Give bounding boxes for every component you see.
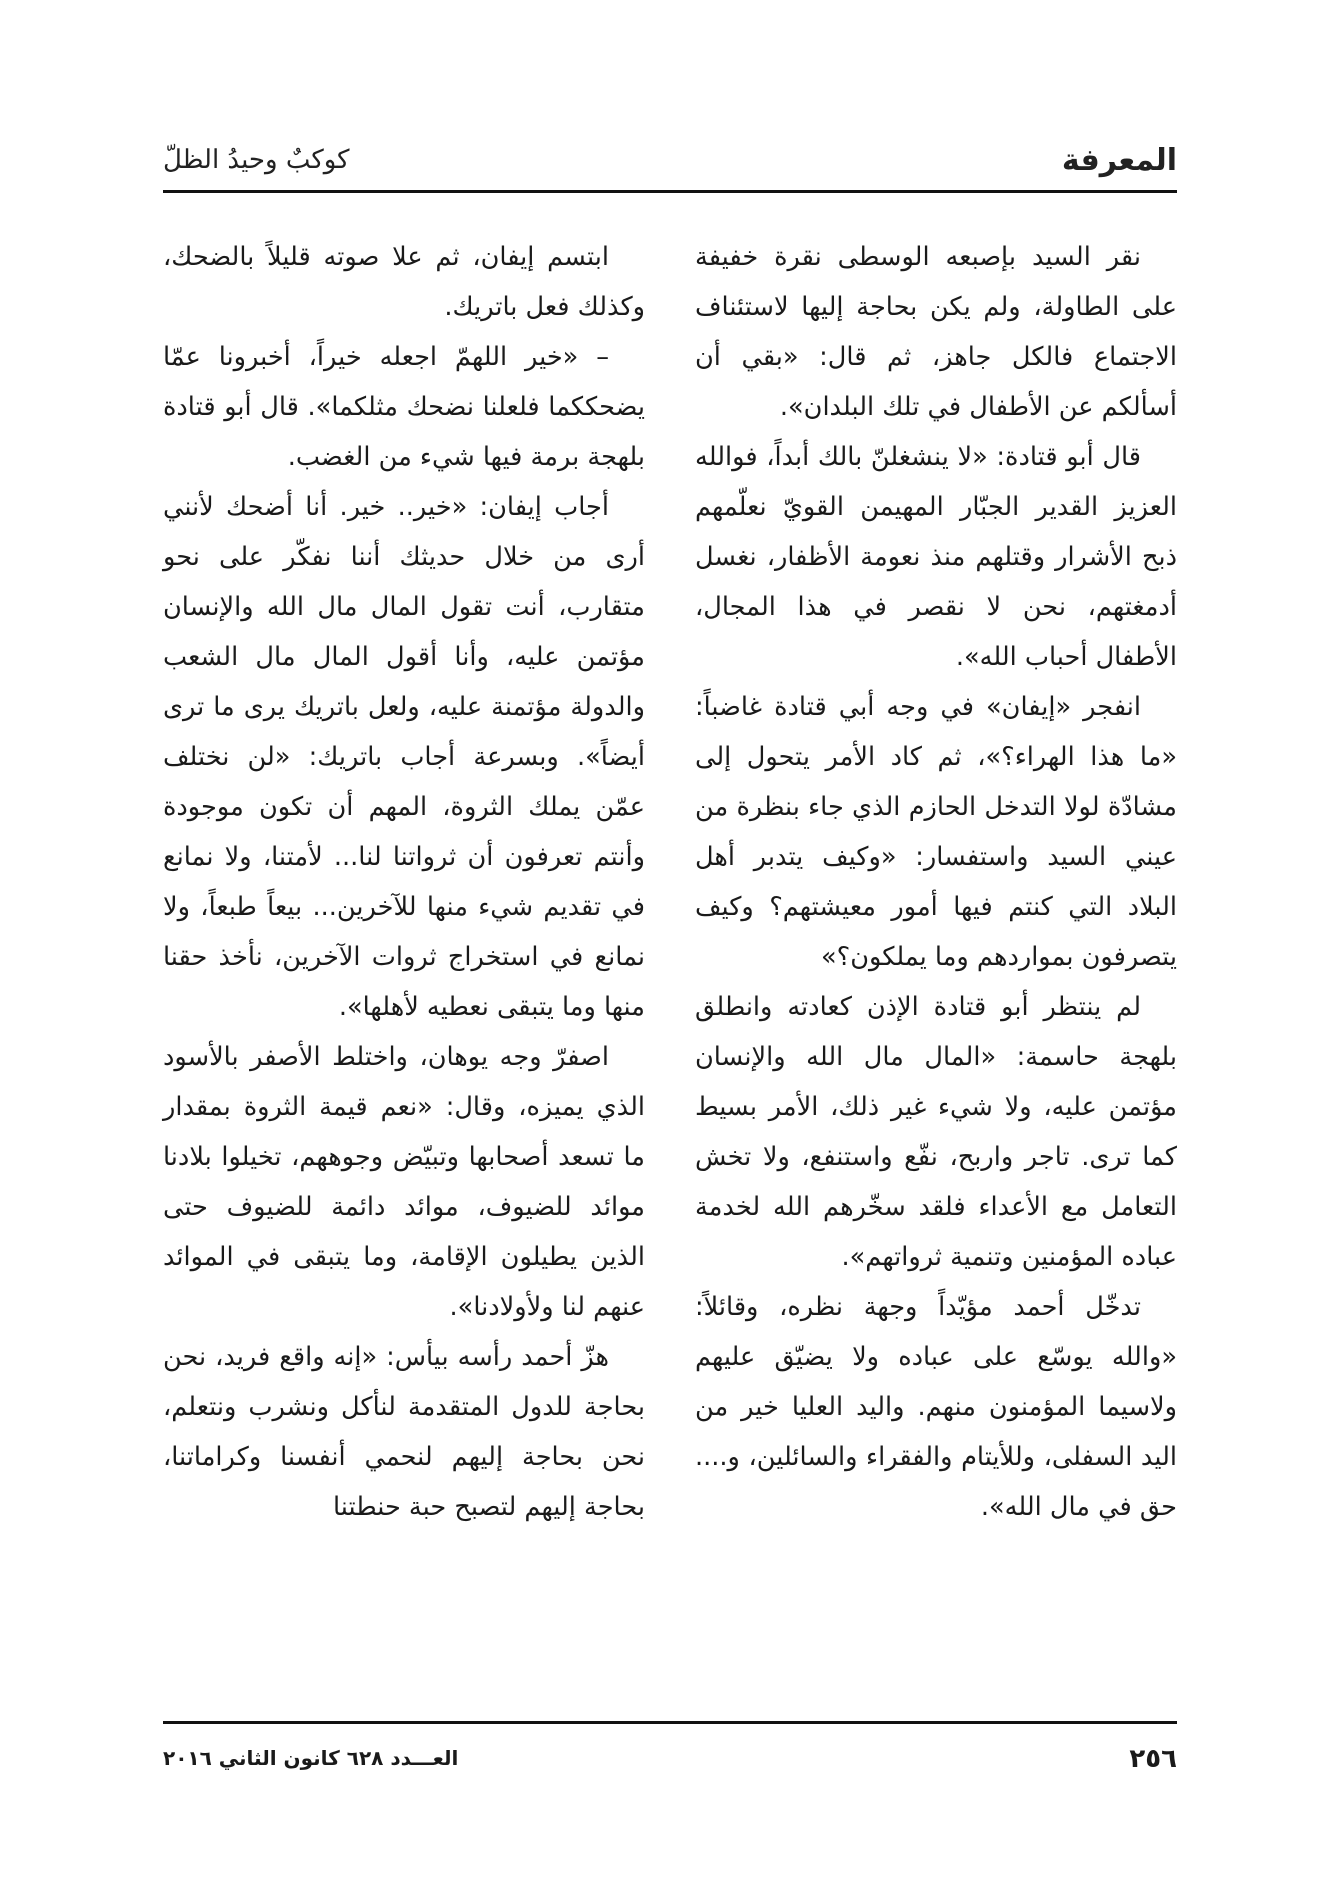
paragraph: – «خير اللهمّ اجعله خيراً، أخبرونا عمّا يضحككما فلعلنا نضحك مثلكما». قال أبو قتادة بلهجة برمة فيها شيء من الغضب. <box>163 342 645 472</box>
paragraph: لم ينتظر أبو قتادة الإذن كعادته وانطلق بلهجة حاسمة: «المال مال الله والإنسان مؤتمن عليه، ولا شيء غير ذلك، الأمر بسيط كما ترى. تاجر واربح، نفّع واستنفع، ولا تخش التعامل مع الأعداء فلقد سخّرهم الله لخدمة عباده المؤمنين وتنمية ثرواتهم». <box>695 992 1177 1272</box>
text-column-right <box>695 232 1177 1532</box>
page-number: ٢٥٦ <box>1129 1744 1177 1774</box>
paragraph: اصفرّ وجه يوهان، واختلط الأصفر بالأسود الذي يميزه، وقال: «نعم قيمة الثروة بمقدار ما تسعد أصحابها وتبيّض وجوههم، تخيلوا بلادنا موائد للضيوف، موائد دائمة للضيوف حتى الذين يطيلون الإقامة، وما يتبقى في الموائد عنهم لنا ولأولادنا». <box>163 1042 645 1322</box>
paragraph: ابتسم إيفان، ثم علا صوته قليلاً بالضحك، وكذلك فعل باتريك. <box>163 242 645 322</box>
paragraph: انفجر «إيفان» في وجه أبي قتادة غاضباً: «ما هذا الهراء؟»، ثم كاد الأمر يتحول إلى مشادّة لولا التدخل الحازم الذي جاء بنظرة من عيني السيد واستفسار: «وكيف يتدبر أهل البلاد التي كنتم فيها أمور معيشتهم؟ وكيف يتصرفون بمواردهم وما يملكون؟» <box>695 692 1177 972</box>
header-rule <box>163 190 1177 193</box>
paragraph: أجاب إيفان: «خير.. خير. أنا أضحك لأنني أرى من خلال حديثك أننا نفكّر على نحو متقارب، أنت تقول المال مال الله والإنسان مؤتمن عليه، وأنا أقول المال مال الشعب والدولة مؤتمنة عليه، ولعل باتريك يرى ما ترى أيضاً». وبسرعة أجاب باتريك: «لن نختلف عمّن يملك الثروة، المهم أن تكون موجودة وأنتم تعرفون أن ثرواتنا لنا... لأمتنا، ولا نمانع في تقديم شيء منها للآخرين... بيعاً طبعاً، ولا نمانع في استخراج ثروات الآخرين، نأخذ حقنا منها وما يتبقى نعطيه لأهلها». <box>163 492 645 1022</box>
article-running-title: كوكبٌ وحيدُ الظلّ <box>163 145 350 175</box>
issue-info: العـــدد ٦٢٨ كانون الثاني ٢٠١٦ <box>163 1746 459 1770</box>
paragraph: تدخّل أحمد مؤيّداً وجهة نظره، وقائلاً: «والله يوسّع على عباده ولا يضيّق عليهم ولاسيما المؤمنون منهم. واليد العليا خير من اليد السفلى، وللأيتام والفقراء والسائلين، و.... حق في مال الله». <box>695 1292 1177 1522</box>
page-header <box>163 135 1177 185</box>
paragraph: نقر السيد بإصبعه الوسطى نقرة خفيفة على الطاولة، ولم يكن بحاجة إليها لاستئناف الاجتماع فالكل جاهز، ثم قال: «بقي أن أسألكم عن الأطفال في تلك البلدان». <box>695 242 1177 422</box>
paragraph: قال أبو قتادة: «لا ينشغلنّ بالك أبداً، فوالله العزيز القدير الجبّار المهيمن القويّ نعلّمهم ذبح الأشرار وقتلهم منذ نعومة الأظفار، نغسل أدمغتهم، نحن لا نقصر في هذا المجال، الأطفال أحباب الله». <box>695 442 1177 672</box>
page-footer <box>163 1744 1177 1784</box>
paragraph: هزّ أحمد رأسه بيأس: «إنه واقع فريد، نحن بحاجة للدول المتقدمة لنأكل ونشرب ونتعلم، نحن بحاجة إليهم لنحمي أنفسنا وكراماتنا، بحاجة إليهم لتصبح حبة حنطتنا <box>163 1342 645 1522</box>
text-column-left <box>163 232 645 1532</box>
magazine-masthead: المعرفة <box>1061 143 1177 178</box>
footer-rule <box>163 1721 1177 1724</box>
